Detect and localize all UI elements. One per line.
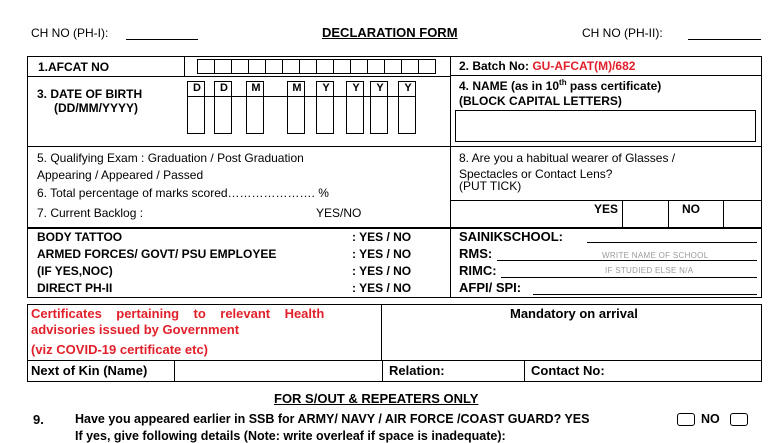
afcat-digit-box[interactable] [299, 59, 317, 74]
yes-no-divider [668, 200, 669, 228]
dob-col-label: M [292, 82, 302, 94]
name-input-box[interactable] [455, 110, 756, 142]
glasses-yes-option[interactable]: YES [594, 202, 619, 216]
ssb-question: Have you appeared earlier in SSB for ARMY/ NAVY / AIR FORCE /COAST GUARD? YES [75, 412, 590, 426]
dob-col-label: Y [404, 82, 412, 94]
glasses-no-option[interactable]: NO [682, 202, 700, 216]
name-format-label: (BLOCK CAPITAL LETTERS) [459, 94, 622, 108]
question-number: 9. [33, 412, 44, 427]
certificates-note-line3: (viz COVID-19 certificate etc) [31, 342, 209, 357]
ch-no-ph1-label: CH NO (PH-I): [31, 26, 109, 40]
dob-col-label: Y [376, 82, 384, 94]
glasses-question-line2: Spectacles or Contact Lens? [459, 167, 613, 181]
afcat-no-label: 1.AFCAT NO [38, 60, 110, 74]
decl-yes-no[interactable]: : YES / NO [352, 264, 412, 278]
decl-yes-no[interactable]: : YES / NO [352, 247, 412, 261]
decl-label: (IF YES,NOC) [37, 264, 113, 278]
afcat-digit-box[interactable] [418, 59, 436, 74]
relation-label: Relation: [389, 363, 445, 378]
dob-header-divider [187, 96, 416, 97]
dob-label: 3. DATE OF BIRTH [37, 87, 143, 101]
repeaters-heading: FOR S/OUT & REPEATERS ONLY [274, 391, 479, 406]
column-divider [450, 56, 451, 228]
school-hint-text-2: IF STUDIED ELSE N/A [605, 266, 694, 275]
form-title: DECLARATION FORM [322, 25, 458, 40]
column-divider [450, 228, 451, 298]
certificates-note-line2: advisories issued by Government [31, 322, 240, 337]
row-divider [450, 200, 762, 201]
rms-label: RMS: [459, 246, 493, 261]
decl-yes-no[interactable]: : YES / NO [352, 281, 412, 295]
batch-no-label: 2. Batch No: GU-AFCAT(M)/682 [459, 59, 636, 73]
ssb-details-instruction: If yes, give following details (Note: write overleaf if space is inadequate): [75, 429, 506, 443]
name-label: 4. NAME (as in 10th pass certificate) [459, 78, 662, 93]
qualifying-exam-label: 5. Qualifying Exam : Graduation / Post Graduation [37, 151, 304, 165]
decl-label: DIRECT PH-II [37, 281, 113, 295]
afcat-digit-box[interactable] [401, 59, 419, 74]
mandatory-on-arrival: Mandatory on arrival [510, 306, 638, 321]
row-divider [450, 75, 762, 76]
school-hint-text: WRITE NAME OF SCHOOL [602, 251, 709, 260]
decl-label: BODY TATTOO [37, 230, 123, 244]
dob-col-label: Y [322, 82, 330, 94]
afcat-digit-box[interactable] [282, 59, 300, 74]
sainik-school-line[interactable] [587, 242, 757, 243]
yes-no-divider [622, 200, 623, 228]
dob-col-label: Y [352, 82, 360, 94]
afcat-divider [184, 56, 185, 76]
put-tick-label: (PUT TICK) [459, 179, 522, 193]
rms-line[interactable] [497, 260, 757, 261]
kin-divider [174, 360, 175, 382]
next-of-kin-label: Next of Kin (Name) [31, 363, 148, 378]
afcat-digit-box[interactable] [265, 59, 283, 74]
rimc-label: RIMC: [459, 263, 497, 278]
afcat-digit-box[interactable] [367, 59, 385, 74]
column-divider [381, 304, 382, 360]
decl-yes-no[interactable]: : YES / NO [352, 230, 412, 244]
kin-divider [382, 360, 383, 382]
yes-no-divider [723, 200, 724, 228]
certificates-note: Certificates pertaining to relevant Health [31, 306, 325, 321]
qualifying-status-label: Appearing / Appeared / Passed [37, 168, 204, 182]
kin-divider [524, 360, 525, 382]
batch-no-value: GU-AFCAT(M)/682 [532, 59, 636, 73]
percentage-label[interactable]: 6. Total percentage of marks scored…………………. % [37, 186, 329, 200]
afcat-digit-box[interactable] [214, 59, 232, 74]
afcat-digit-box[interactable] [333, 59, 351, 74]
dob-col-label: D [220, 82, 228, 94]
afcat-digit-box[interactable] [231, 59, 249, 74]
decl-label: ARMED FORCES/ GOVT/ PSU EMPLOYEE [37, 247, 277, 261]
backlog-label: 7. Current Backlog : [37, 206, 144, 220]
afpi-spi-label: AFPI/ SPI: [459, 280, 522, 295]
row-divider [27, 146, 762, 147]
ssb-no-label: NO [701, 412, 720, 426]
afcat-digit-box[interactable] [350, 59, 368, 74]
afcat-digit-box[interactable] [316, 59, 334, 74]
afcat-digit-box[interactable] [384, 59, 402, 74]
dob-format-label: (DD/MM/YYYY) [54, 101, 138, 115]
row-divider [27, 76, 451, 77]
dob-col-label: D [193, 82, 201, 94]
afcat-digit-box[interactable] [197, 59, 215, 74]
glasses-question: 8. Are you a habitual wearer of Glasses / [459, 151, 676, 165]
afpi-spi-line[interactable] [533, 294, 757, 295]
ch-no-ph2-label: CH NO (PH-II): [582, 26, 663, 40]
ssb-no-checkbox[interactable] [730, 413, 748, 426]
sainik-school-label: SAINIKSCHOOL: [459, 229, 563, 244]
row-divider [27, 360, 762, 361]
afcat-digit-box[interactable] [248, 59, 266, 74]
ch-no-ph1-line[interactable] [126, 39, 198, 40]
ssb-yes-checkbox[interactable] [677, 413, 695, 426]
dob-col-label: M [251, 82, 261, 94]
rimc-line[interactable] [501, 277, 757, 278]
contact-no-label: Contact No: [531, 363, 605, 378]
backlog-value[interactable]: YES/NO [316, 206, 362, 220]
ch-no-ph2-line[interactable] [688, 39, 761, 40]
